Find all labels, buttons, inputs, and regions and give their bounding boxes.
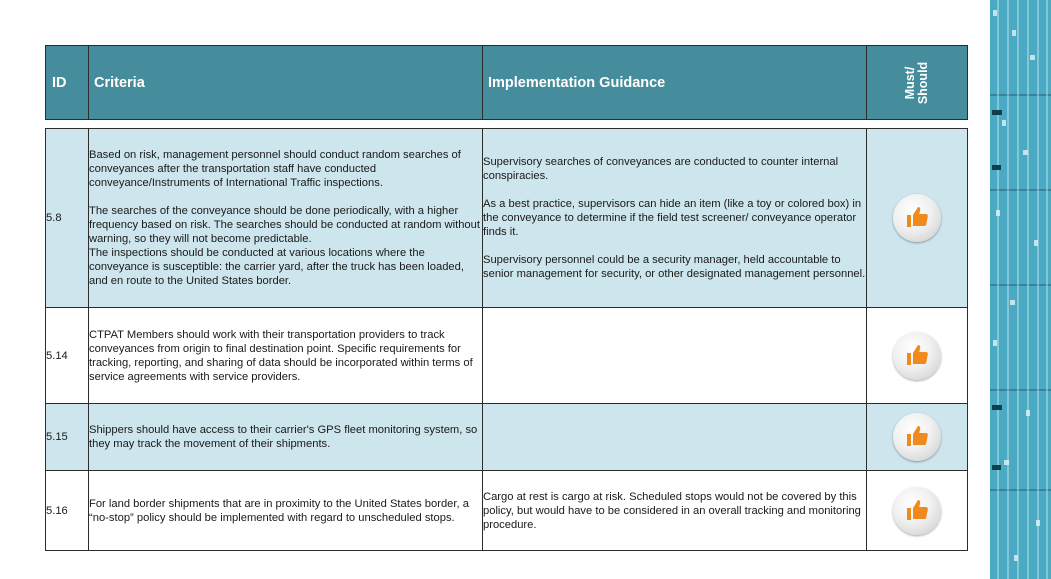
thumbs-up-icon: [893, 194, 941, 242]
criteria-text: Based on risk, management personnel should conduct random searches of conveyances after the transportation staff have conducted conveyance/Instruments of International Traffic inspections.: [89, 149, 461, 189]
criteria-text: The inspections should be conducted at various locations where the conveyance is susceptible: the carrier yard, after the truck has been loaded, and en route to the United States border.: [89, 247, 464, 287]
header-must-should: [867, 46, 968, 120]
thumbs-up-icon: [893, 413, 941, 461]
header-should: Should: [915, 61, 930, 104]
criteria-cell: [89, 471, 483, 551]
criteria-text: The searches of the conveyance should be done periodically, with a higher frequency based on risk. The searches should be conducted at random without warning, so they will not become predictable.: [89, 205, 480, 245]
table-row: [46, 404, 968, 471]
criteria-table: [45, 45, 968, 551]
row-id: 5.8: [46, 129, 89, 308]
must-should-cell: [867, 471, 968, 551]
guidance-text: Supervisory searches of conveyances are conducted to counter internal conspiracies.: [483, 156, 839, 182]
row-id: 5.14: [46, 308, 89, 404]
header-row: [46, 46, 968, 120]
criteria-cell: [89, 404, 483, 471]
guidance-cell: [483, 308, 867, 404]
guidance-cell: [483, 129, 867, 308]
criteria-cell: [89, 129, 483, 308]
must-should-cell: [867, 308, 968, 404]
guidance-cell: [483, 471, 867, 551]
table-row: [46, 308, 968, 404]
guidance-text: Cargo at rest is cargo at risk. Scheduled stops would not be covered by this policy, but would have to be considered in an overall tracking and monitoring procedure.: [483, 490, 861, 531]
table-row: [46, 471, 968, 551]
table-row: [46, 129, 968, 308]
criteria-text: CTPAT Members should work with their transportation providers to track conveyances from origin to final destination point. Specific requirements for tracking, reporting, and sharing of data should be incorporated within terms of service agreements with service providers.: [89, 328, 473, 383]
header-must: Must/: [902, 66, 917, 99]
guidance-text: Supervisory personnel could be a security manager, held accountable to senior management for security, or other designated management personnel.: [483, 254, 866, 280]
row-id: 5.15: [46, 404, 89, 471]
criteria-text: Shippers should have access to their carrier's GPS fleet monitoring system, so they may track the movement of their shipments.: [89, 424, 478, 450]
shipping-containers-image: [990, 0, 1051, 579]
criteria-cell: [89, 308, 483, 404]
must-should-cell: [867, 404, 968, 471]
header-spacer: [46, 120, 968, 129]
must-should-cell: [867, 129, 968, 308]
header-criteria: Criteria: [89, 46, 483, 120]
row-id: 5.16: [46, 471, 89, 551]
header-guidance: Implementation Guidance: [483, 46, 867, 120]
thumbs-up-icon: [893, 332, 941, 380]
guidance-cell: [483, 404, 867, 471]
header-id: ID: [46, 46, 89, 120]
criteria-text: For land border shipments that are in proximity to the United States border, a “no-stop” policy should be implemented with regard to unscheduled stops.: [89, 497, 469, 524]
thumbs-up-icon: [893, 487, 941, 535]
guidance-text: As a best practice, supervisors can hide an item (like a toy or colored box) in the conveyance to determine if the field test screener/ conveyance operator finds it.: [483, 198, 862, 238]
